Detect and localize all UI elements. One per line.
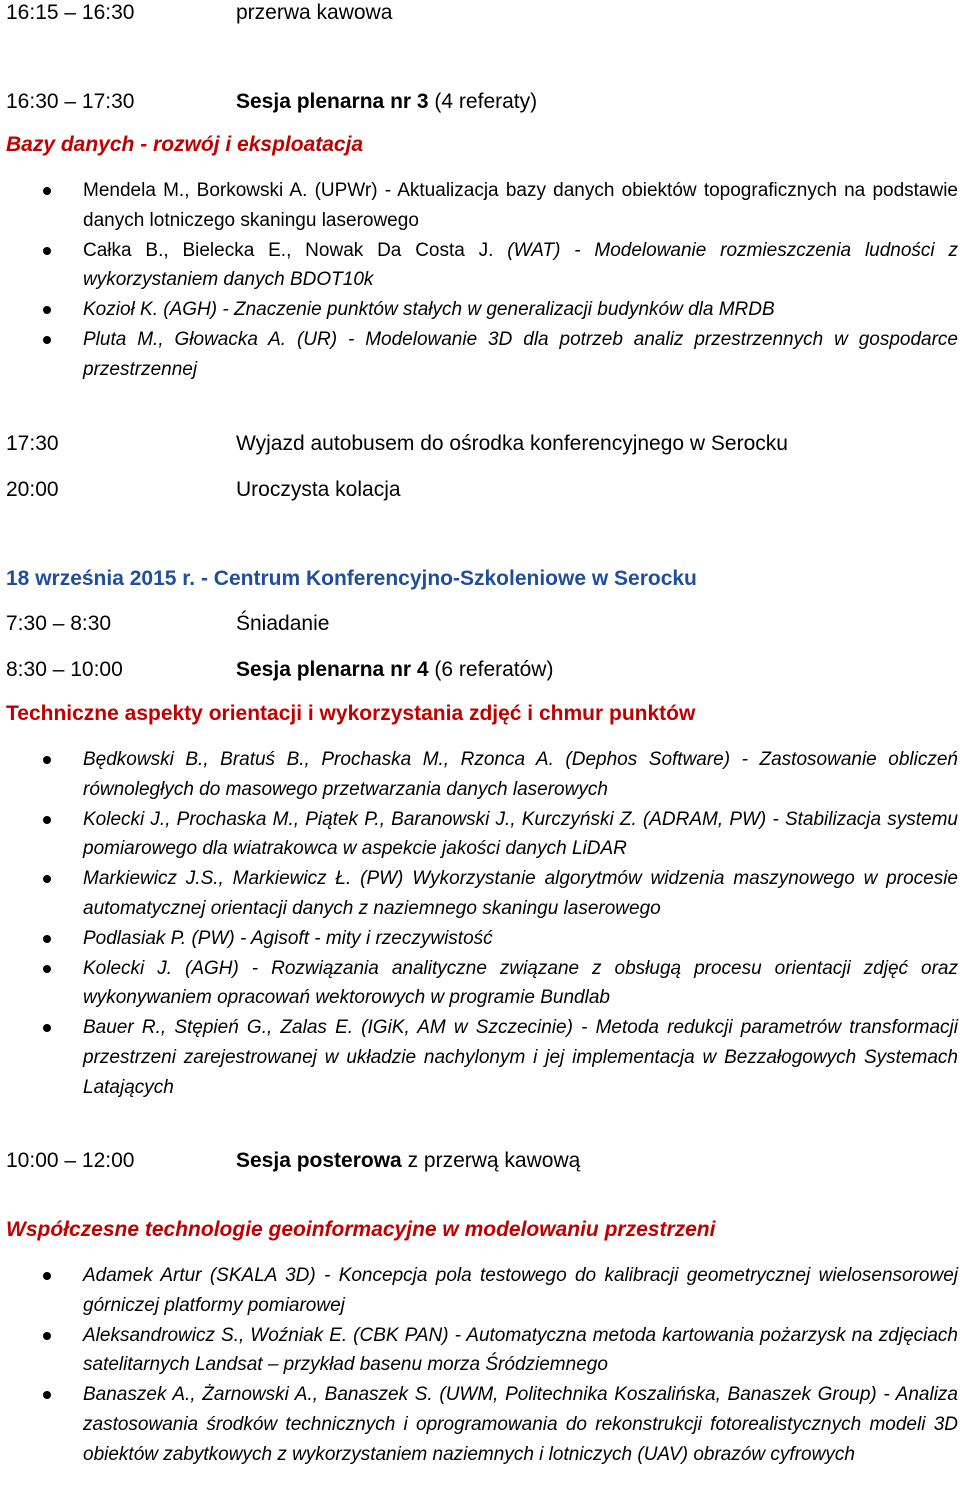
bullet-icon	[43, 187, 51, 195]
schedule-time: 20:00	[6, 478, 59, 501]
list-item	[0, 295, 960, 325]
paper-text: Banaszek A., Żarnowski A., Banaszek S. (UWM, Politechnika Koszalińska, Banaszek Group) - Analiza zastosowania środków technicznych i oprogramowania do rekonstrukcji fotorealistycznych modeli 3D obiektów zabytkowych z wykorzystaniem naziemnych i lotniczych (UAV) obrazów cyfrowych	[83, 1384, 958, 1465]
schedule-activity: Wyjazd autobusem do ośrodka konferencyjnego w Serocku	[236, 432, 788, 455]
schedule-activity	[236, 1149, 580, 1172]
schedule-row-poster-session	[6, 1148, 580, 1174]
bullet-icon	[43, 816, 51, 824]
schedule-time: 16:30 – 17:30	[6, 90, 135, 113]
paper-details: (WAT) - Modelowanie rozmieszczenia ludności z wykorzystaniem danych BDOT10k	[83, 239, 958, 291]
schedule-time: 7:30 – 8:30	[6, 612, 112, 635]
poster-paper-list	[0, 1261, 960, 1470]
list-item	[0, 176, 960, 236]
list-item	[0, 1013, 960, 1102]
paper-text: Kolecki J., Prochaska M., Piątek P., Baranowski J., Kurczyński Z. (ADRAM, PW) - Stabilizacja systemu pomiarowego dla wiatrakowca w aspekcie jakości danych LiDAR	[83, 808, 958, 860]
bullet-icon	[43, 756, 51, 764]
list-item	[0, 954, 960, 1014]
paper-authors: Mendela M., Borkowski A.	[83, 180, 308, 201]
schedule-activity: Śniadanie	[236, 612, 330, 635]
paper-details: (UPWr) - Aktualizacja bazy danych obiektów topograficznych na podstawie danych lotniczego skaningu laserowego	[83, 180, 958, 231]
list-item	[0, 1261, 960, 1321]
session-note: z przerwą kawową	[401, 1149, 581, 1172]
bullet-icon	[43, 935, 51, 943]
schedule-time: 10:00 – 12:00	[6, 1149, 135, 1172]
schedule-row-breakfast	[6, 611, 329, 637]
paper-text: Kolecki J. (AGH) - Rozwiązania analityczne związane z obsługą procesu orientacji zdjęć oraz wykonywaniem opracowań wektorowych w programie Bundlab	[83, 957, 958, 1009]
session-4-paper-list	[0, 745, 960, 1103]
schedule-time: 17:30	[6, 432, 59, 455]
schedule-activity	[236, 90, 537, 113]
schedule-row-session-4	[6, 657, 553, 683]
list-item	[0, 805, 960, 865]
paper-text: Podlasiak P. (PW) - Agisoft - mity i rzeczywistość	[83, 927, 493, 949]
poster-session-title: Współczesne technologie geoinformacyjne w modelowaniu przestrzeni	[6, 1218, 716, 1241]
bullet-icon	[43, 1272, 51, 1280]
session-label: Sesja posterowa	[236, 1149, 402, 1172]
paper-text: Bauer R., Stępień G., Zalas E. (IGiK, AM w Szczecinie) - Metoda redukcji parametrów transformacji przestrzeni zarejestrowanej w układzie nachylonym i jej implementacja w Bezzałogowych Systemach Latających	[83, 1017, 958, 1098]
paper-text: Adamek Artur (SKALA 3D) - Koncepcja pola testowego do kalibracji geometrycznej wielosensorowej górniczej platformy pomiarowej	[83, 1265, 958, 1316]
bullet-icon	[43, 306, 51, 314]
bullet-icon	[43, 1332, 51, 1340]
bullet-icon	[43, 875, 51, 883]
schedule-row-session-3	[6, 89, 537, 115]
list-item	[0, 1321, 960, 1381]
schedule-time: 16:15 – 16:30	[6, 1, 135, 24]
bullet-icon	[43, 1024, 51, 1032]
schedule-time: 8:30 – 10:00	[6, 658, 123, 681]
schedule-activity	[236, 658, 553, 681]
list-item	[0, 745, 960, 805]
day-heading: 18 września 2015 r. - Centrum Konferencyjno-Szkoleniowe w Serocku	[6, 567, 697, 590]
bullet-icon	[43, 336, 51, 344]
bullet-icon	[43, 965, 51, 973]
schedule-activity: przerwa kawowa	[236, 1, 393, 24]
session-note: (6 referatów)	[428, 658, 554, 681]
session-note: (4 referaty)	[428, 90, 538, 113]
schedule-activity: Uroczysta kolacja	[236, 478, 401, 501]
schedule-row-bus	[6, 431, 788, 457]
list-item	[0, 1380, 960, 1469]
paper-text: Aleksandrowicz S., Woźniak E. (CBK PAN) - Automatyczna metoda kartowania pożarzysk na zdjęciach satelitarnych Landsat – przykład basenu morza Śródziemnego	[83, 1324, 958, 1376]
bullet-icon	[43, 247, 51, 255]
paper-text: Będkowski B., Bratuś B., Prochaska M., Rzonca A. (Dephos Software) - Zastosowanie obliczeń równoległych do masowego przetwarzania danych laserowych	[83, 749, 958, 800]
session-3-paper-list	[0, 176, 960, 385]
paper-authors: Całka B., Bielecka E., Nowak Da Costa J.	[83, 239, 494, 261]
session-label: Sesja plenarna nr 4	[236, 658, 429, 681]
session-3-title: Bazy danych - rozwój i eksploatacja	[6, 133, 364, 156]
list-item	[0, 924, 960, 954]
list-item	[0, 864, 960, 924]
paper-text: Kozioł K. (AGH) - Znaczenie punktów stałych w generalizacji budynków dla MRDB	[83, 299, 775, 321]
list-item	[0, 236, 960, 296]
paper-text: Pluta M., Głowacka A. (UR) - Modelowanie 3D dla potrzeb analiz przestrzennych w gospodarce przestrzennej	[83, 328, 958, 380]
schedule-row-dinner	[6, 477, 401, 503]
session-4-title: Techniczne aspekty orientacji i wykorzystania zdjęć i chmur punktów	[6, 702, 696, 725]
schedule-row-coffee-break	[6, 0, 392, 26]
list-item	[0, 325, 960, 385]
paper-text: Markiewicz J.S., Markiewicz Ł. (PW) Wykorzystanie algorytmów widzenia maszynowego w procesie automatycznej orientacji danych z naziemnego skaningu laserowego	[83, 868, 958, 919]
session-label: Sesja plenarna nr 3	[236, 90, 429, 113]
bullet-icon	[43, 1391, 51, 1399]
